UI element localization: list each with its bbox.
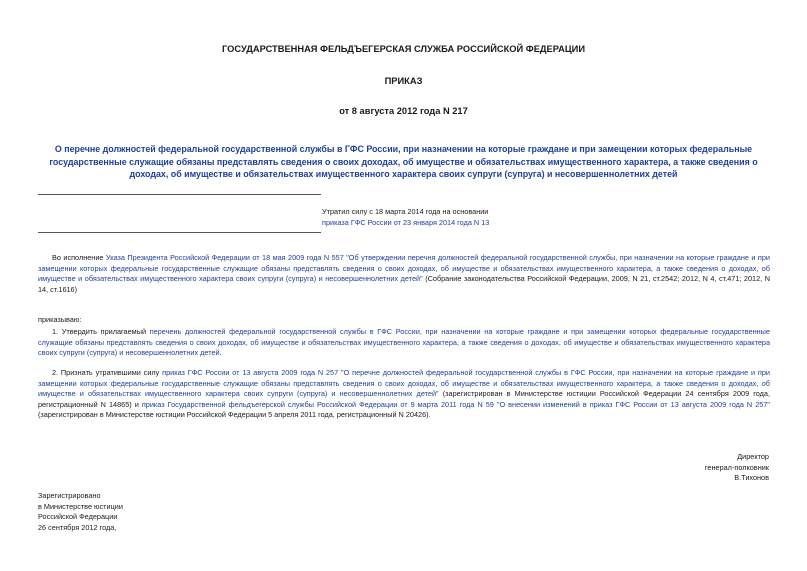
title-line-1: О перечне должностей федеральной государственной службы в ГФС России, при назначении на которые граждане и при замещении которых федеральные bbox=[54, 144, 753, 154]
status-link[interactable]: приказа ГФС России от 23 января 2014 года N 13 bbox=[322, 217, 490, 227]
item-2-reg: (зарегистрирован в Министерстве юстиции Российской Федерации 24 сентября 2009 года, регистрационный N 14865) и bbox=[38, 389, 770, 409]
doc-title[interactable] bbox=[0, 143, 807, 181]
order-59-link[interactable]: приказ Государственной фельдъегерской службы Российской Федерации от 9 марта 2011 года N 59 "О внесении изменений в приказ ГФС России от 13 августа 2009 года N 257" bbox=[141, 399, 770, 409]
order-257-link[interactable]: приказ ГФС России от 13 августа 2009 года N 257 "О перечне должностей федеральной государственной службы в ГФС России, при назначении на которые граждане и при замещении которых федеральные государственные служащие обязаны представлять сведения о своих доходах, об имуществе и обязательствах имущественного характера, а также сведения о доходах, об имуществе и обязательствах имущественного характера своих супруги (супруга) и несовершеннолетних детей" bbox=[38, 368, 770, 399]
status-line: Утратил силу с 18 марта 2014 года на основании bbox=[322, 207, 489, 216]
doc-date: от 8 августа 2012 года N 217 bbox=[339, 106, 468, 116]
registration-line-2: в Министерстве юстиции bbox=[38, 501, 123, 511]
decree-link[interactable]: Указа Президента Российской Федерации от 18 мая 2009 года N 557 "Об утверждении перечня должностей федеральной государственной службы, при назначении на которые граждане и при замещении которых федеральные государственные служащие обязаны представлять сведения о своих доходах, об имуществе и обязательствах имущественного характера, а также сведения о доходах, об имуществе и обязательствах имущественного характера своих супруги (супруга) и несовершеннолетних детей" bbox=[38, 253, 770, 284]
order-word: приказываю: bbox=[38, 315, 82, 324]
signature bbox=[705, 452, 769, 484]
signer-name: В.Тихонов bbox=[734, 473, 769, 483]
title-line-2: государственные служащие обязаны представлять сведения о своих доходах, об имуществе и обязательствах имущественного характера, а также сведения о bbox=[49, 156, 758, 167]
item-1-text: 1. Утвердить прилагаемый bbox=[52, 327, 150, 336]
item-2-end: (зарегистрирован в Министерстве юстиции Российской Федерации 5 апреля 2011 года, регистрационный N 20426). bbox=[38, 410, 431, 420]
preamble bbox=[38, 253, 770, 295]
preamble-source: (Собрание законодательства Российской Федерации, 2009, N 21, ст.2542; 2012, N 4, ст.471; 2012, N 14, ст.1616) bbox=[38, 274, 770, 294]
item-1 bbox=[38, 327, 770, 359]
registration-line-3: Российской Федерации bbox=[38, 512, 118, 522]
agency-name: ГОСУДАРСТВЕННАЯ ФЕЛЬДЪЕГЕРСКАЯ СЛУЖБА РОССИЙСКОЙ ФЕДЕРАЦИИ bbox=[221, 44, 586, 54]
registration-line-4: 26 сентября 2012 года, bbox=[38, 522, 117, 532]
item-2 bbox=[38, 368, 770, 421]
title-line-3: доходах, об имуществе и обязательствах имущественного характера своих супруги (супруга) и несовершеннолетних детей bbox=[129, 169, 678, 180]
divider-top bbox=[38, 194, 321, 195]
status-note bbox=[322, 207, 489, 228]
item-1-end: . bbox=[219, 348, 222, 358]
preamble-text: Во исполнение bbox=[52, 253, 106, 262]
registration-line-1: Зарегистрировано bbox=[38, 491, 101, 500]
list-link[interactable]: перечень должностей федеральной государственной службы в ГФС России, при назначении на которые граждане и при замещении которых федеральные государственные служащие обязаны представлять сведения о своих доходах, об имуществе и обязательствах имущественного характера, а также сведения о доходах, об имуществе и обязательствах имущественного характера своих супруги (супруга) и несовершеннолетних детей bbox=[38, 327, 770, 358]
doc-type: ПРИКАЗ bbox=[384, 76, 423, 86]
registration-block bbox=[38, 491, 123, 533]
signer-role: Директор bbox=[737, 452, 769, 461]
divider-bottom bbox=[38, 232, 321, 233]
signer-rank: генерал-полковник bbox=[704, 462, 769, 472]
item-2-text: 2. Признать утратившими силу bbox=[52, 368, 163, 377]
